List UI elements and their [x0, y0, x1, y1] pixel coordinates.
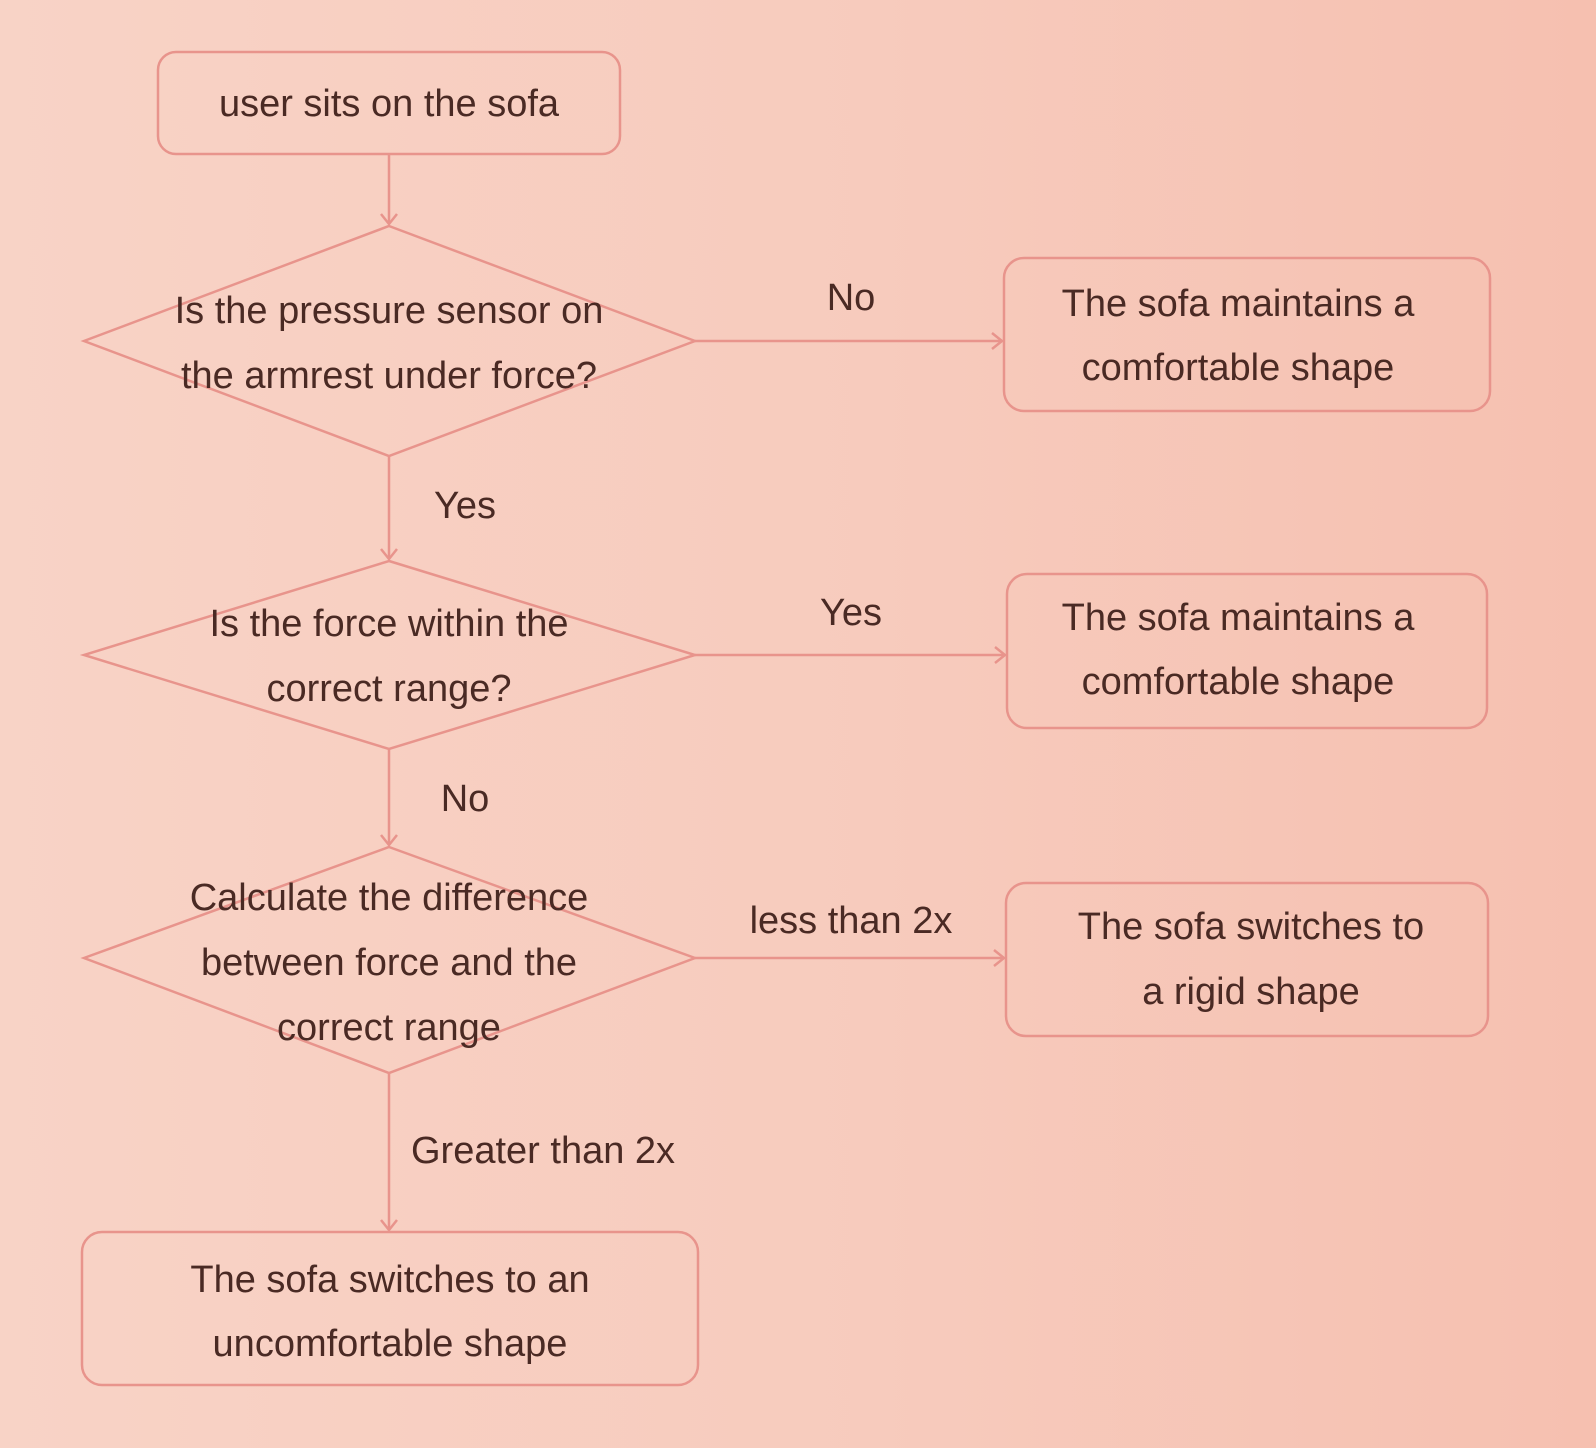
- decision-difference-label-line3: correct range: [277, 1007, 501, 1049]
- result-comfortable-2-line2: comfortable shape: [1081, 661, 1395, 703]
- result-comfortable-2-line1: The sofa maintains a: [1061, 597, 1415, 639]
- decision-pressure-diamond: [84, 226, 695, 456]
- edge-label-pressure-yes: Yes: [434, 485, 496, 527]
- decision-pressure-label-line1: Is the pressure sensor on: [174, 290, 604, 332]
- edge-label-range-yes: Yes: [820, 592, 882, 634]
- edge-label-range-no: No: [440, 778, 490, 820]
- result-uncomfortable-line2: uncomfortable shape: [212, 1323, 568, 1365]
- edge-label-pressure-no: No: [826, 277, 876, 319]
- result-comfortable-1-line1: The sofa maintains a: [1061, 283, 1415, 325]
- decision-range-label-line2: correct range?: [266, 668, 512, 710]
- result-rigid-line1: The sofa switches to: [1077, 906, 1425, 948]
- result-comfortable-1-line2: comfortable shape: [1081, 347, 1395, 389]
- start-label: user sits on the sofa: [218, 83, 560, 125]
- decision-pressure-label-line2: the armrest under force?: [180, 355, 598, 397]
- edge-label-difference-greater: Greater than 2x: [411, 1130, 676, 1172]
- decision-range-label-line1: Is the force within the: [209, 603, 569, 645]
- edge-label-difference-less: less than 2x: [749, 900, 953, 942]
- decision-difference-label-line2: between force and the: [200, 942, 578, 984]
- decision-range-diamond: [84, 561, 695, 749]
- result-uncomfortable-line1: The sofa switches to an: [190, 1259, 590, 1301]
- decision-difference-label-line1: Calculate the difference: [189, 877, 589, 919]
- result-rigid-line2: a rigid shape: [1142, 971, 1360, 1013]
